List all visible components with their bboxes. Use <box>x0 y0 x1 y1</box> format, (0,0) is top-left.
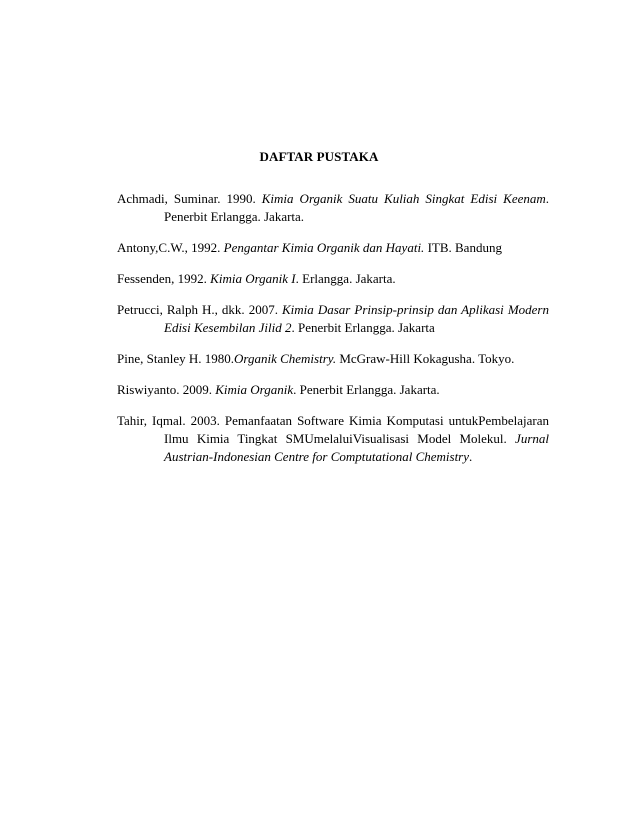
reference-title: Organik Chemistry. <box>234 351 337 366</box>
reference-item <box>117 270 549 288</box>
reference-title: Kimia Dasar Prinsip-prinsip dan Aplikasi Modern Edisi Kesembilan Jilid 2 <box>164 302 549 335</box>
reference-text: . Erlangga. Jakarta. <box>295 271 396 286</box>
reference-text: . Penerbit Erlangga. Jakarta. <box>293 382 440 397</box>
reference-text: Fessenden, 1992. <box>117 271 211 286</box>
reference-text: . Penerbit Erlangga. Jakarta <box>291 320 435 335</box>
reference-text: Pine, Stanley H. 1980. <box>117 351 234 366</box>
reference-text: Tahir, Iqmal. 2003. Pemanfaatan Software Kimia Komputasi untukPembelajaran Ilmu Kimia Tingkat SMUmelaluiVisualisasi Model Molekul. <box>117 413 549 446</box>
reference-item <box>117 350 549 368</box>
reference-title: Jurnal Austrian-Indonesian Centre for Comptutational Chemistry <box>164 431 549 464</box>
reference-title: Kimia Organik Suatu Kuliah Singkat Edisi Keenam <box>261 191 546 206</box>
reference-item <box>117 381 549 399</box>
reference-title: Kimia Organik I <box>210 271 296 286</box>
reference-text: Antony,C.W., 1992. <box>117 240 224 255</box>
reference-item <box>117 301 549 337</box>
page-title: DAFTAR PUSTAKA <box>259 149 379 164</box>
reference-text: . <box>469 449 473 464</box>
reference-item <box>117 412 549 466</box>
reference-text: ITB. Bandung <box>424 240 502 255</box>
reference-list <box>117 190 549 479</box>
reference-title: Pengantar Kimia Organik dan Hayati. <box>223 240 425 255</box>
reference-text: Achmadi, Suminar. 1990. <box>117 191 262 206</box>
reference-text: . Penerbit Erlangga. Jakarta. <box>164 191 549 224</box>
reference-text: Riswiyanto. 2009. <box>117 382 216 397</box>
reference-item <box>117 190 549 226</box>
reference-text: Petrucci, Ralph H., dkk. 2007. <box>117 302 282 317</box>
reference-title: Kimia Organik <box>215 382 294 397</box>
reference-item <box>117 239 549 257</box>
reference-text: McGraw-Hill Kokagusha. Tokyo. <box>336 351 515 366</box>
